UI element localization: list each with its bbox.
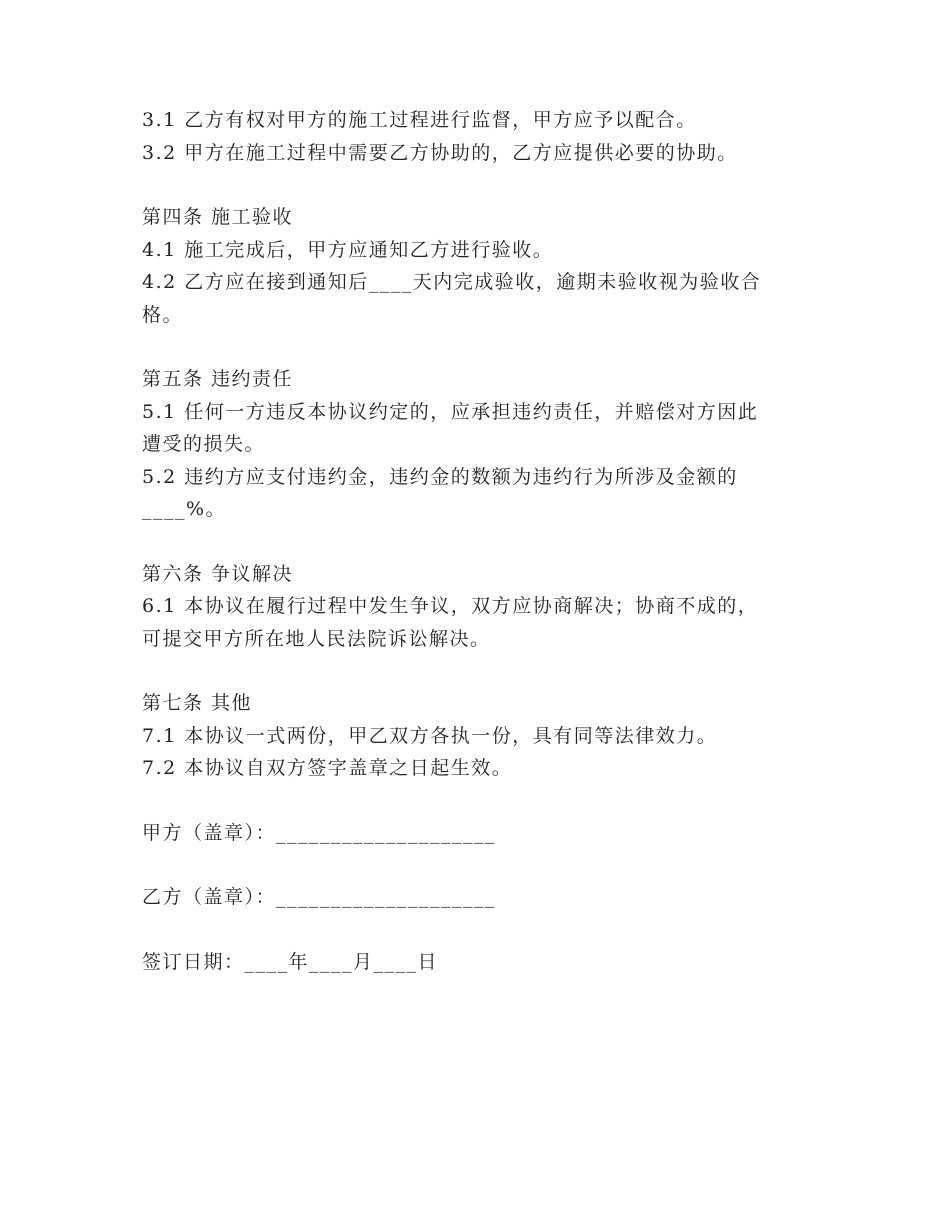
article-5-title: 第五条 违约责任 — [142, 368, 294, 390]
clause-3-2: 3.2 甲方在施工过程中需要乙方协助的，乙方应提供必要的协助。 — [142, 141, 738, 164]
clause-7-1: 7.1 本协议一式两份，甲乙双方各执一份，具有同等法律效力。 — [142, 724, 718, 747]
clause-4-1: 4.1 施工完成后，甲方应通知乙方进行验收。 — [142, 238, 554, 261]
clause-3-1: 3.1 乙方有权对甲方的施工过程进行监督，甲方应予以配合。 — [142, 109, 697, 131]
article-6-title: 第六条 争议解决 — [142, 562, 294, 585]
signing-date: 签订日期：____年____月____日 — [142, 950, 439, 973]
article-4-title: 第四条 施工验收 — [142, 206, 294, 228]
clause-7-2: 7.2 本协议自双方签字盖章之日起生效。 — [142, 757, 513, 779]
spacer — [142, 849, 802, 881]
spacer — [142, 169, 802, 201]
party-b-signature: 乙方（盖章）：____________________ — [142, 886, 497, 908]
clause-6-1-line-1: 6.1 本协议在履行过程中发生争议，双方应协商解决；协商不成的， — [142, 595, 759, 617]
spacer — [142, 655, 802, 687]
clause-5-1-line-2: 遭受的损失。 — [142, 433, 266, 455]
spacer — [142, 785, 802, 817]
clause-4-2-line-2: 格。 — [142, 303, 184, 326]
clause-5-2-line-2: ____%。 — [142, 498, 227, 520]
party-a-signature: 甲方（盖章）：____________________ — [142, 821, 497, 844]
clause-4-2-line-1: 4.2 乙方应在接到通知后____天内完成验收，逾期未验收视为验收合 — [142, 271, 762, 293]
spacer — [142, 914, 802, 946]
clause-5-2-line-1: 5.2 违约方应支付违约金，违约金的数额为违约行为所涉及金额的 — [142, 465, 738, 488]
spacer — [142, 331, 802, 363]
clause-5-1-line-1: 5.1 任何一方违反本协议约定的，应承担违约责任，并赔偿对方因此 — [142, 400, 759, 423]
spacer — [142, 526, 802, 558]
clause-6-1-line-2: 可提交甲方所在地人民法院诉讼解决。 — [142, 627, 491, 650]
article-7-title: 第七条 其他 — [142, 692, 253, 714]
document-page — [142, 104, 802, 978]
